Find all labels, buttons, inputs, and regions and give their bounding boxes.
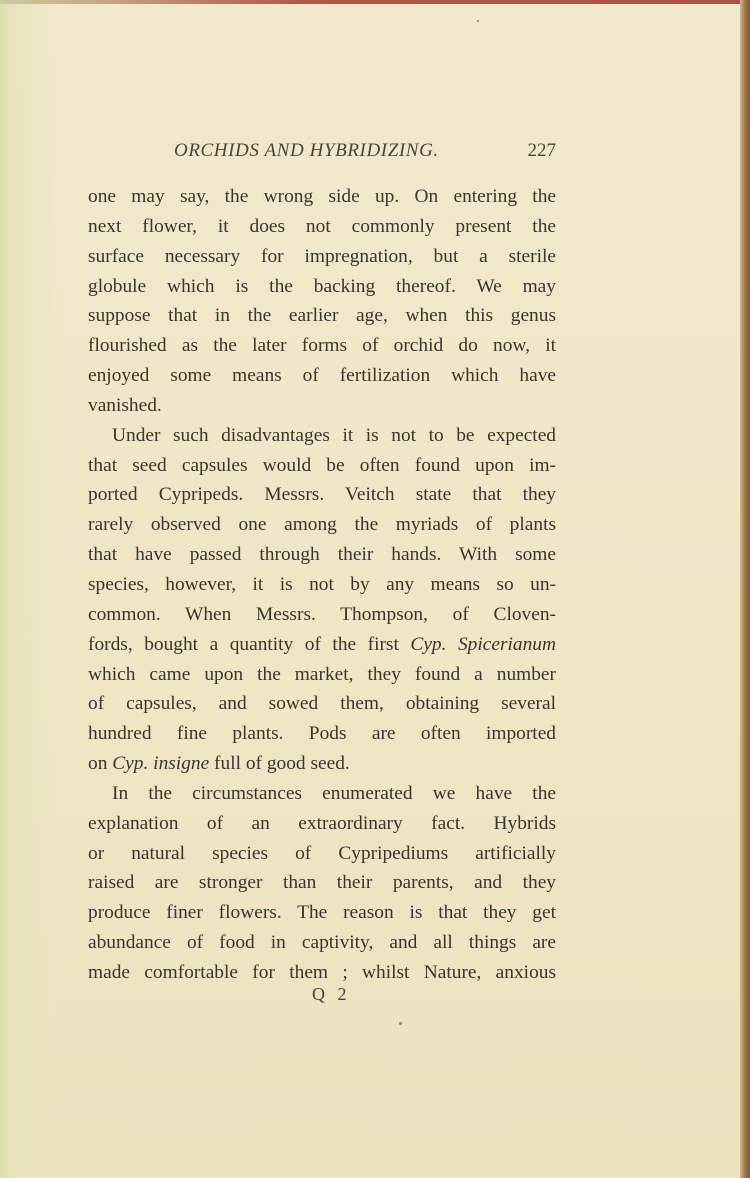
text-line	[88, 331, 556, 361]
page-number: 227	[527, 140, 556, 161]
text-run: full of good seed.	[209, 753, 350, 775]
text-run: produce finer flowers. The reason is that they get	[88, 902, 556, 924]
running-head	[88, 140, 556, 168]
text-run: of capsules, and sowed them, obtaining several	[88, 693, 556, 715]
text-line	[88, 689, 556, 719]
text-run: flourished as the later forms of orchid do now, it	[88, 335, 556, 357]
text-line	[88, 630, 556, 660]
text-line	[88, 660, 556, 690]
text-line	[88, 451, 556, 481]
text-line	[88, 480, 556, 510]
italic-species-name: Cyp. insigne	[112, 753, 210, 775]
text-run: ported Cypripeds. Messrs. Veitch state that they	[88, 484, 556, 506]
text-run: vanished.	[88, 394, 162, 416]
text-run: enjoyed some means of fertilization which have	[88, 365, 556, 387]
text-run: that seed capsules would be often found upon im-	[88, 454, 556, 476]
text-line	[88, 749, 556, 779]
book-spine-edge	[740, 0, 750, 1178]
ink-speck	[399, 1022, 402, 1025]
text-line	[88, 809, 556, 839]
text-run: species, however, it is not by any means so un-	[88, 573, 556, 595]
text-run: globule which is the backing thereof. We may	[88, 275, 556, 297]
text-run: suppose that in the earlier age, when this genus	[88, 305, 556, 327]
text-run: made comfortable for them ; whilst Nature, anxious	[88, 961, 556, 983]
text-run: fords, bought a quantity of the first	[88, 633, 411, 655]
text-line	[88, 182, 556, 212]
text-run: rarely observed one among the myriads of plants	[88, 514, 556, 536]
text-line	[88, 361, 556, 391]
body-text	[88, 182, 556, 988]
text-run: that have passed through their hands. With some	[88, 544, 556, 566]
text-run: abundance of food in captivity, and all things are	[88, 932, 556, 954]
ink-speck	[477, 20, 479, 22]
text-run: common. When Messrs. Thompson, of Cloven-	[88, 603, 556, 625]
text-line	[88, 301, 556, 331]
italic-species-name: Cyp. Spicerianum	[410, 633, 556, 655]
text-line	[88, 868, 556, 898]
text-run: one may say, the wrong side up. On entering the	[88, 186, 556, 207]
text-run: Under such disadvantages it is not to be expected	[112, 424, 556, 446]
text-run: surface necessary for impregnation, but a sterile	[88, 245, 556, 267]
text-run: on	[88, 753, 113, 775]
text-line	[88, 421, 556, 451]
text-run: explanation of an extraordinary fact. Hybrids	[88, 812, 556, 834]
text-line	[88, 540, 556, 570]
signature-mark: Q 2	[312, 984, 351, 1004]
text-line	[88, 272, 556, 302]
text-run: raised are stronger than their parents, and they	[88, 872, 556, 894]
text-line	[88, 719, 556, 749]
text-line	[88, 212, 556, 242]
text-line	[88, 928, 556, 958]
text-line	[88, 570, 556, 600]
text-line	[88, 600, 556, 630]
text-run: next flower, it does not commonly present the	[88, 215, 556, 237]
text-line	[88, 242, 556, 272]
text-line	[88, 391, 556, 421]
text-run: which came upon the market, they found a number	[88, 663, 556, 685]
text-run: hundred fine plants. Pods are often imported	[88, 723, 556, 745]
running-title: ORCHIDS AND HYBRIDIZING.	[174, 140, 439, 161]
text-line	[88, 898, 556, 928]
text-line	[88, 839, 556, 869]
text-line	[88, 779, 556, 809]
text-line	[88, 510, 556, 540]
text-run: or natural species of Cypripediums artificially	[88, 842, 556, 864]
text-run: In the circumstances enumerated we have the	[112, 782, 556, 804]
page-top-edge	[0, 0, 750, 4]
